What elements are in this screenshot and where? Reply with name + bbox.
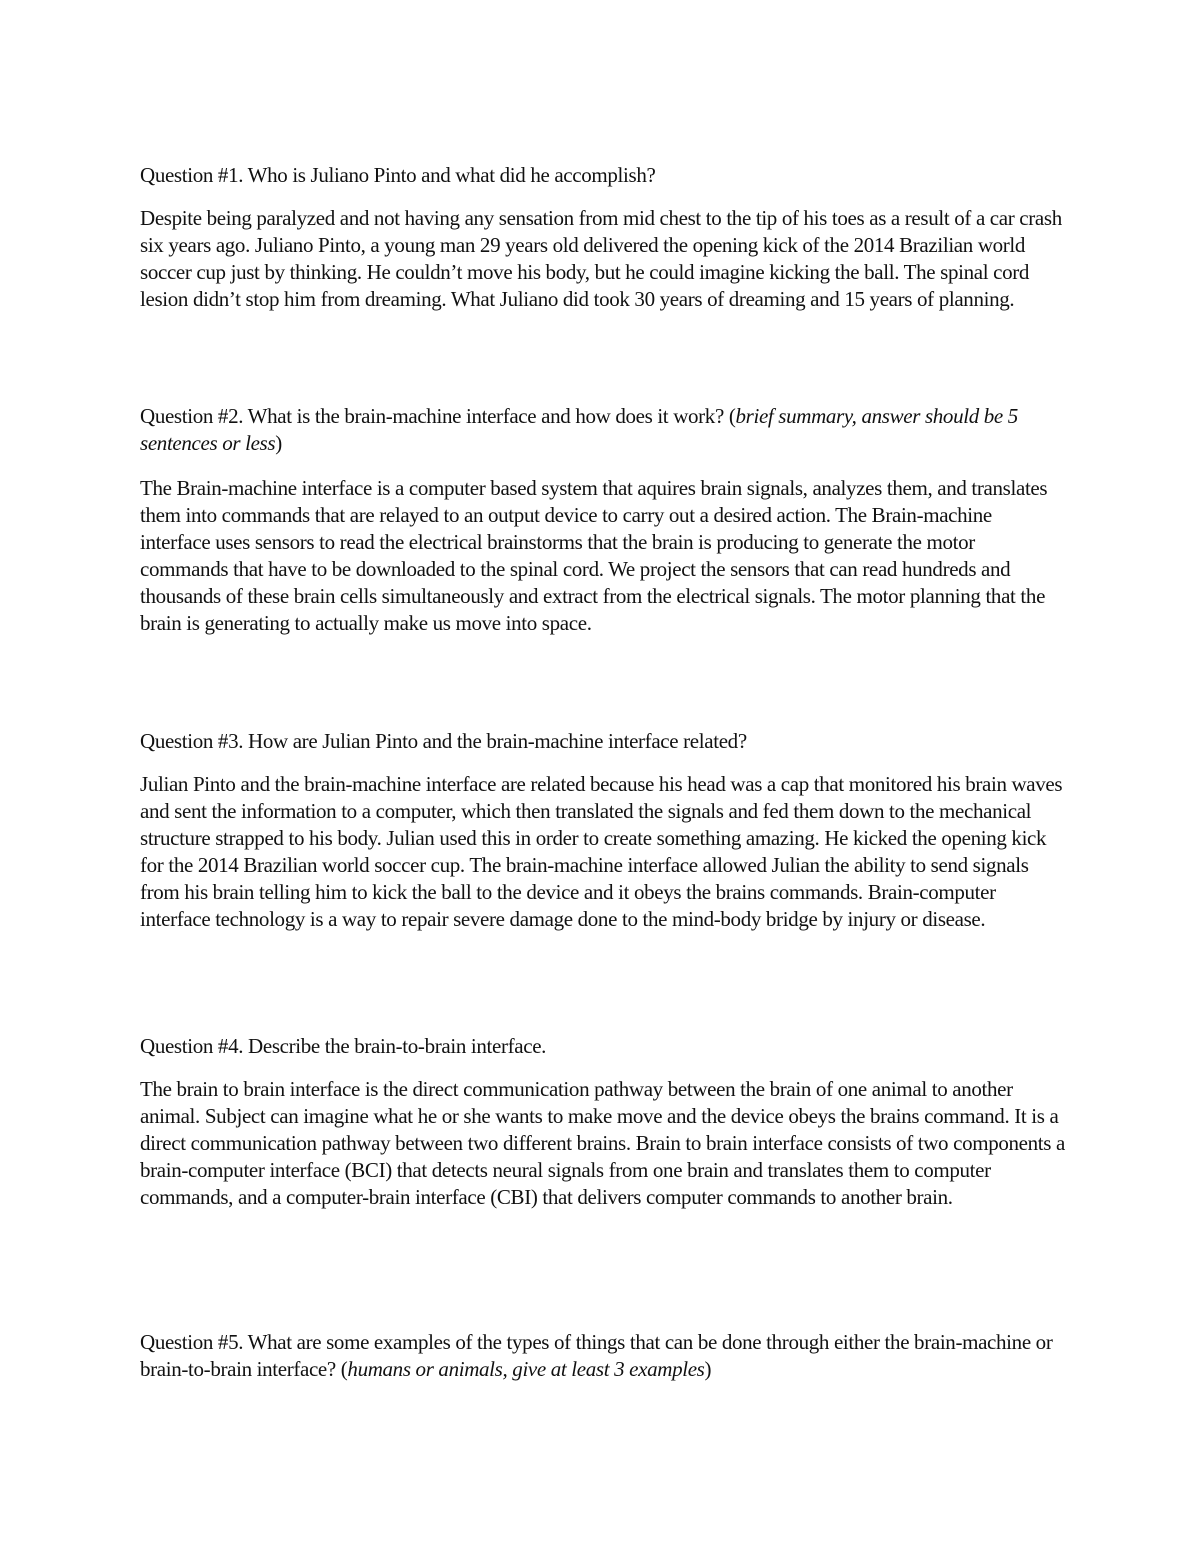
question-1-prompt: Question #1. Who is Juliano Pinto and what did he accomplish? — [140, 163, 656, 187]
answer-2-text: The Brain-machine interface is a computer based system that aquires brain signals, analyzes them, and translates them into commands that are relayed to an output device to carry out a desired action. The Brain-machine interface uses sensors to read the electrical brainstorms that the brain is producing to generate the motor commands that have to be downloaded to the spinal cord. We project the sensors that can read hundreds and thousands of these brain cells simultaneously and extract from the electrical signals. The motor planning that the brain is generating to actually make us move into space. — [140, 476, 1048, 635]
question-2 — [140, 403, 1065, 457]
answer-4-text: The brain to brain interface is the direct communication pathway between the brain of one animal to another animal. Subject can imagine what he or she wants to make move and the device obeys the brains command. It is a direct communication pathway between two different brains. Brain to brain interface consists of two components a brain-computer interface (BCI) that detects neural signals from one brain and translates them to computer commands, and a computer-brain interface (CBI) that delivers computer commands to another brain. — [140, 1077, 1065, 1209]
question-2-prompt — [140, 403, 1065, 457]
answer-1 — [140, 205, 1065, 313]
answer-3 — [140, 771, 1065, 933]
question-5-prompt — [140, 1329, 1065, 1383]
question-3 — [140, 728, 1065, 755]
question-5-prompt-end: ) — [704, 1357, 712, 1381]
question-3-prompt: Question #3. How are Julian Pinto and the brain-machine interface related? — [140, 729, 747, 753]
question-4-prompt: Question #4. Describe the brain-to-brain interface. — [140, 1034, 547, 1058]
question-5 — [140, 1329, 1065, 1383]
answer-3-text: Julian Pinto and the brain-machine interface are related because his head was a cap that monitored his brain waves and sent the information to a computer, which then translated the signals and fed them down to the mechanical structure strapped to his body. Julian used this in order to create something amazing. He kicked the opening kick for the 2014 Brazilian world soccer cup. The brain-machine interface allowed Julian the ability to send signals from his brain telling him to kick the ball to the device and it obeys the brains commands. Brain-computer interface technology is a way to repair severe damage done to the mind-body bridge by injury or disease. — [140, 772, 1063, 931]
question-2-prompt-end: ) — [275, 431, 282, 455]
question-5-prompt-text: Question #5. What are some examples of the types of things that can be done through either the brain-machine or brain-to-brain interface? ( — [140, 1330, 1053, 1381]
question-2-hint: brief summary, answer should be 5 sentences or less — [140, 404, 1018, 455]
question-1 — [140, 162, 1065, 189]
question-2-prompt-text: Question #2. What is the brain-machine interface and how does it work? ( — [140, 404, 736, 428]
question-4 — [140, 1033, 1065, 1060]
answer-4 — [140, 1076, 1065, 1211]
answer-2 — [140, 475, 1065, 637]
answer-1-text: Despite being paralyzed and not having any sensation from mid chest to the tip of his toes as a result of a car crash six years ago. Juliano Pinto, a young man 29 years old delivered the opening kick of the 2014 Brazilian world soccer cup just by thinking. He couldn’t move his body, but he could imagine kicking the ball. The spinal cord lesion didn’t stop him from dreaming. What Juliano did took 30 years of dreaming and 15 years of planning. — [140, 206, 1062, 311]
question-5-hint: humans or animals, give at least 3 examples — [347, 1357, 705, 1381]
